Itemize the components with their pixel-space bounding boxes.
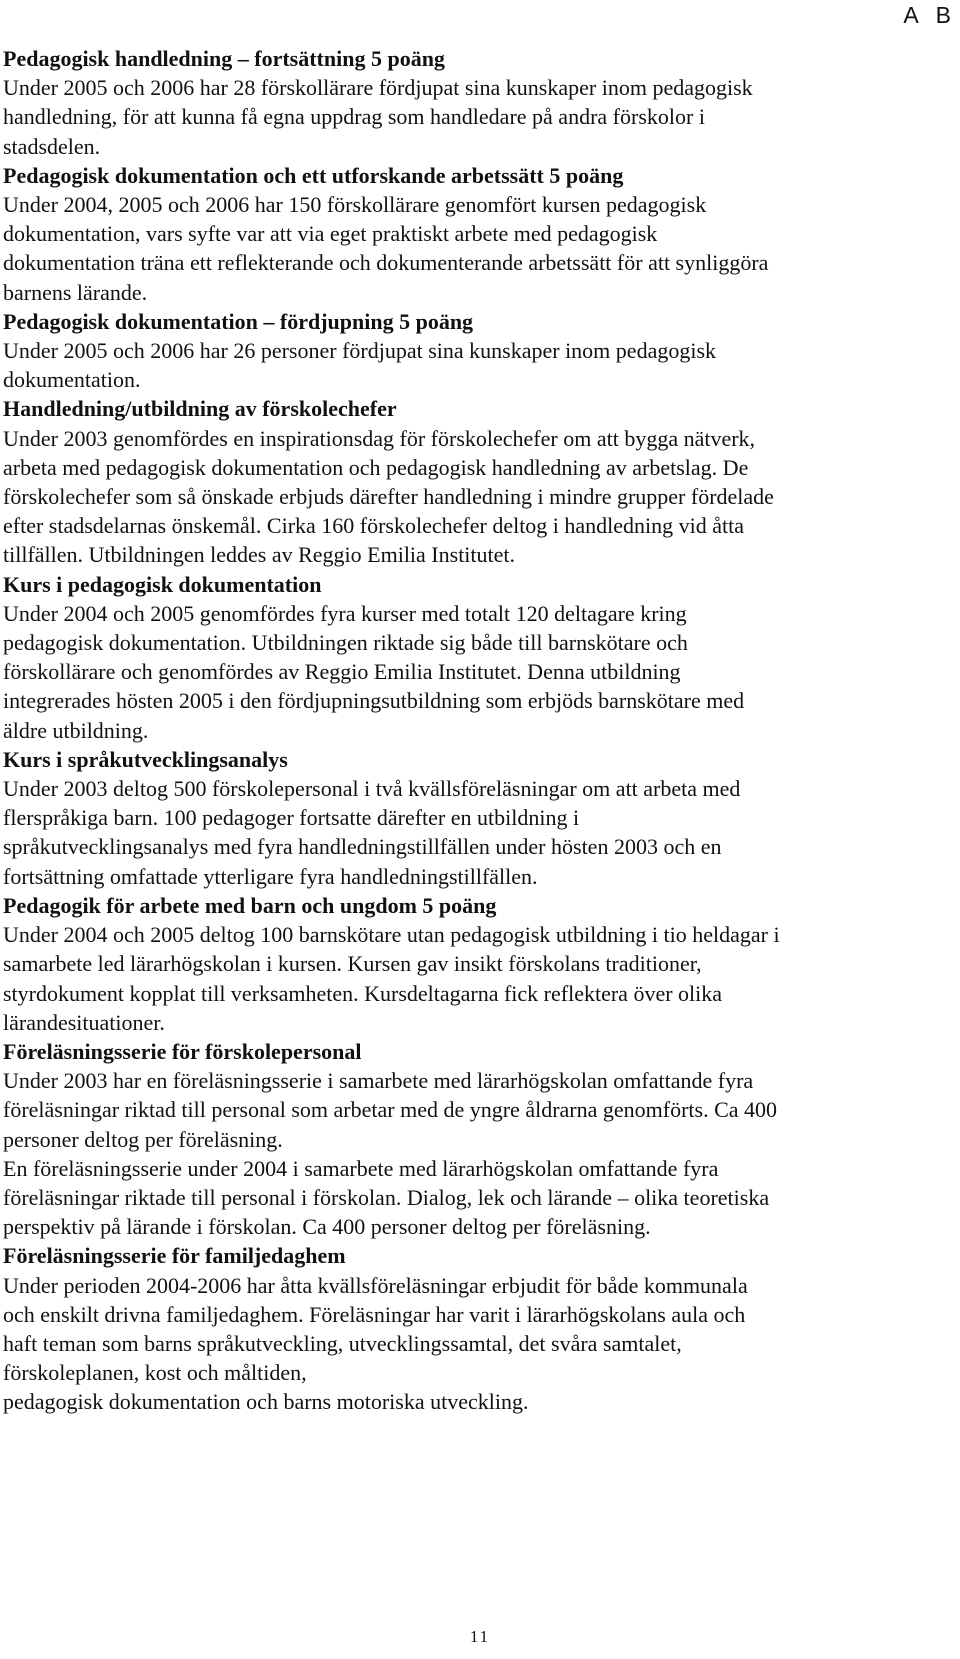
section-heading: Pedagogik för arbete med barn och ungdom 5 poäng: [3, 892, 497, 918]
header-mark-left: A: [903, 2, 920, 28]
section-paragraph: Under 2004, 2005 och 2006 har 150 förskollärare genomfört kursen pedagogisk dokumentation, vars syfte var att via eget praktiskt arbete med pedagogisk dokumentation träna ett reflekterande och dokumenterande arbetssätt för att synliggöra barnens lärande.: [3, 192, 769, 305]
section-heading: Pedagogisk dokumentation och ett utforskande arbetssätt 5 poäng: [3, 162, 624, 188]
page-number: 11: [469, 1627, 491, 1646]
section-dokumentation-fordjupning: [3, 307, 955, 395]
section-heading: Föreläsningsserie för familjedaghem: [3, 1243, 346, 1269]
section-paragraph: Under 2004 och 2005 deltog 100 barnskötare utan pedagogisk utbildning i tio heldagar i samarbete led lärarhögskolan i kursen. Kursen gav insikt förskolans traditioner, styrdokument kopplat till verksamheten. Kursdeltagarna fick reflektera över olika lärandesituationer.: [3, 922, 780, 1035]
section-paragraph: Under 2005 och 2006 har 28 förskollärare fördjupat sina kunskaper inom pedagogisk handledning, för att kunna få egna uppdrag som handledare på andra förskolor i stadsdelen.: [3, 75, 753, 159]
section-kurs-dokumentation: [3, 570, 955, 745]
section-pedagogisk-handledning: [3, 44, 955, 161]
section-forelasningsserie-familjedaghem: [3, 1241, 955, 1416]
section-heading: Handledning/utbildning av förskolechefer: [3, 396, 397, 422]
section-paragraph: Under 2003 genomfördes en inspirationsdag för förskolechefer om att bygga nätverk, arbeta med pedagogisk dokumentation och pedagogisk handledning av arbetslag. De förskolechefer som så önskade erbjuds därefter handledning i mindre grupper fördelade efter stadsdelarnas önskemål. Cirka 160 förskolechefer deltog i handledning vid åtta tillfällen. Utbildningen leddes av Reggio Emilia Institutet.: [3, 425, 774, 568]
section-paragraph: Under 2004 och 2005 genomfördes fyra kurser med totalt 120 deltagare kring pedagogisk dokumentation. Utbildningen riktade sig både till barnskötare och förskollärare och genomfördes av Reggio Emilia Institutet. Denna utbildning integrerades hösten 2005 i den fördjupningsutbildning som erbjöds barnskötare med äldre utbildning.: [3, 600, 745, 743]
section-paragraph: Under perioden 2004-2006 har åtta kvällsföreläsningar erbjudit för både kommunala och enskilt drivna familjedaghem. Föreläsningar har varit i lärarhögskolans aula och haft teman som barns språkutveckling, utvecklingssamtal, det svåra samtalet, förskoleplanen, kost och måltiden, pedagogisk dokumentation och barns motoriska utveckling.: [3, 1272, 748, 1415]
section-heading: Pedagogisk dokumentation – fördjupning 5 poäng: [3, 308, 474, 334]
section-forelasningsserie-personal: [3, 1037, 955, 1241]
section-heading: Föreläsningsserie för förskolepersonal: [3, 1038, 362, 1064]
section-pedagogik-barn-ungdom: [3, 891, 955, 1037]
section-paragraph: Under 2005 och 2006 har 26 personer fördjupat sina kunskaper inom pedagogisk dokumentation.: [3, 338, 717, 393]
header-mark-right: B: [935, 2, 952, 28]
page-header: [887, 2, 952, 29]
section-heading: Kurs i pedagogisk dokumentation: [3, 571, 322, 597]
section-sprakutveckling: [3, 745, 955, 891]
document-body: [3, 44, 955, 1417]
section-heading: Pedagogisk handledning – fortsättning 5 poäng: [3, 46, 445, 71]
section-paragraph: En föreläsningsserie under 2004 i samarbete med lärarhögskolan omfattande fyra föreläsningar riktade till personal i förskolan. Dialog, lek och lärande – olika teoretiska perspektiv på lärande i förskolan. Ca 400 personer deltog per föreläsning.: [3, 1155, 770, 1240]
section-pedagogisk-dokumentation: [3, 161, 955, 307]
section-forskolechefer: [3, 394, 955, 569]
section-paragraph: Under 2003 har en föreläsningsserie i samarbete med lärarhögskolan omfattande fyra föreläsningar riktad till personal som arbetar med de yngre åldrarna genomförts. Ca 400 personer deltog per föreläsning.: [3, 1068, 778, 1152]
section-heading: Kurs i språkutvecklingsanalys: [3, 746, 288, 772]
section-paragraph: Under 2003 deltog 500 förskolepersonal i två kvällsföreläsningar om att arbeta med flerspråkiga barn. 100 pedagoger fortsatte därefter en utbildning i språkutvecklingsanalys med fyra handledningstillfällen under hösten 2003 och en fortsättning omfattade ytterligare fyra handledningstillfällen.: [3, 776, 741, 889]
